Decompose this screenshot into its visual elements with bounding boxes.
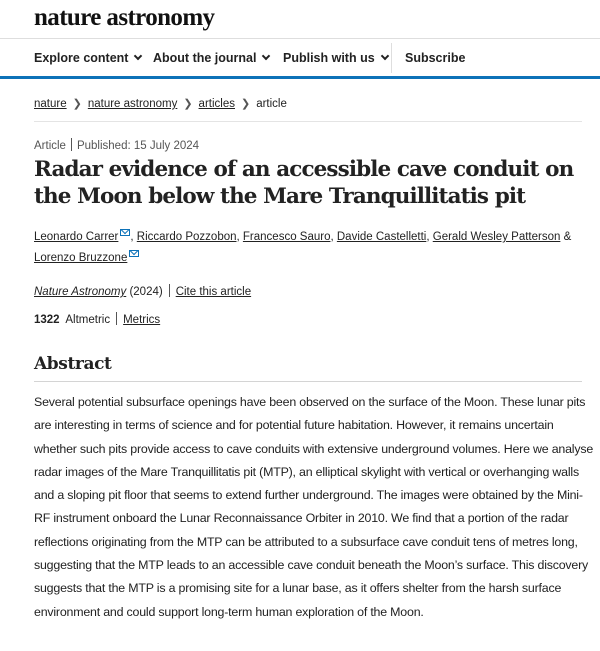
author-separator: ,: [330, 231, 337, 243]
author-link[interactable]: Francesco Sauro: [242, 231, 331, 243]
page-title: Radar evidence of an accessible cave conduit on the Moon below the Mare Tranquillitatis pit: [34, 157, 574, 209]
breadcrumb-current: article: [256, 98, 287, 110]
author-link[interactable]: Leonardo Carrer: [34, 231, 119, 243]
author-list: [34, 227, 582, 269]
article-type: Article: [34, 140, 66, 152]
author-link[interactable]: Davide Castelletti: [336, 231, 427, 243]
nav-divider: [391, 43, 392, 73]
breadcrumb-nature-astronomy[interactable]: nature astronomy: [87, 98, 178, 110]
chevron-down-icon: [380, 52, 388, 60]
nav-subscribe-label: Subscribe: [405, 51, 466, 65]
author-separator: ,: [130, 231, 137, 243]
mail-icon[interactable]: [129, 250, 139, 257]
breadcrumb: [34, 97, 287, 110]
published-date: Published: 15 July 2024: [76, 140, 200, 152]
journal-link[interactable]: Nature Astronomy: [34, 286, 127, 298]
author-separator: ,: [426, 231, 433, 243]
chevron-right-icon: ❯: [72, 98, 82, 110]
breadcrumb-nature[interactable]: nature: [34, 98, 67, 110]
nav-about-label: About the journal: [153, 51, 257, 65]
altmetric-count: 1322: [34, 314, 60, 326]
meta-separator: [71, 138, 72, 151]
chevron-right-icon: ❯: [183, 98, 193, 110]
breadcrumb-articles[interactable]: articles: [198, 98, 235, 110]
divider: [34, 121, 582, 122]
journal-logo[interactable]: nature astronomy: [34, 4, 215, 31]
mail-icon[interactable]: [120, 229, 130, 236]
metrics-link[interactable]: Metrics: [123, 314, 161, 326]
nav-explore-label: Explore content: [34, 51, 129, 65]
nav-subscribe[interactable]: [405, 51, 465, 65]
main-nav: [0, 38, 600, 79]
nav-publish-label: Publish with us: [283, 51, 375, 65]
author-link[interactable]: Gerald Wesley Patterson: [432, 231, 561, 243]
article-meta: [34, 138, 199, 152]
citation-line: [34, 284, 251, 298]
citation-separator: [169, 284, 170, 297]
author-link[interactable]: Lorenzo Bruzzone: [34, 252, 128, 264]
metrics-line: [34, 312, 160, 326]
nav-explore-content[interactable]: [34, 51, 141, 65]
metrics-separator: [116, 312, 117, 325]
cite-this-article-link[interactable]: Cite this article: [175, 286, 252, 298]
chevron-right-icon: ❯: [240, 98, 251, 110]
abstract-heading: Abstract: [34, 354, 112, 374]
nav-publish-with-us[interactable]: [283, 51, 388, 65]
author-separator: &: [560, 231, 572, 243]
author-link[interactable]: Riccardo Pozzobon: [136, 231, 237, 243]
chevron-down-icon: [262, 52, 270, 60]
chevron-down-icon: [134, 52, 142, 60]
citation-year: (2024): [126, 286, 163, 298]
divider: [34, 381, 582, 382]
abstract-text: Several potential subsurface openings have been observed on the surface of the Moon. These lunar pits are interesting in terms of science and for potential future habitation. However, it remains uncertain whether such pits provide access to cave conduits with extensive underground volumes. Here we analyse radar images of the Mare Tranquillitatis pit (MTP), an elliptical skylight with vertical or overhanging walls and a sloping pit floor that seems to extend further underground. The images were obtained by the Mini-RF instrument onboard the Lunar Reconnaissance Orbiter in 2010. We find that a portion of the radar reflections originating from the MTP can be attributed to a subsurface cave conduit tens of metres long, suggesting that the MTP leads to an accessible cave conduit beneath the Moon’s surface. This discovery suggests that the MTP is a promising site for a lunar base, as it offers shelter from the harsh surface environment and could support long-term human exploration of the Moon.: [34, 395, 594, 619]
altmetric-label: Altmetric: [65, 314, 111, 326]
nav-about-journal[interactable]: [153, 51, 269, 65]
author-separator: ,: [236, 231, 243, 243]
